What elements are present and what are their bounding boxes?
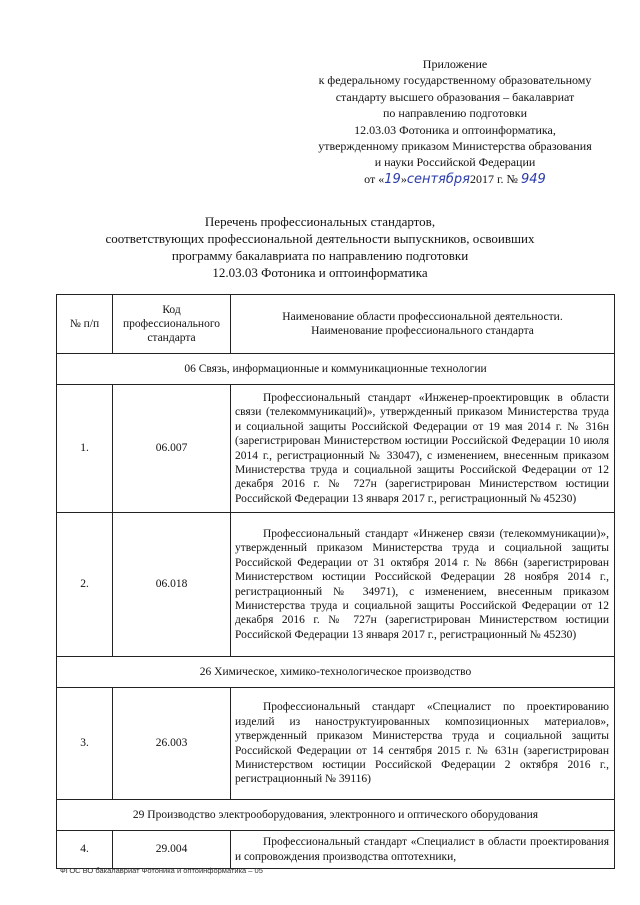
section-row	[57, 354, 615, 385]
section-title: 06 Связь, информационные и коммуникационные технологии	[57, 354, 615, 385]
row-code: 29.004	[113, 831, 231, 869]
table-row	[57, 385, 615, 513]
section-row	[57, 657, 615, 688]
order-date-line	[290, 171, 620, 188]
row-code: 06.018	[113, 513, 231, 657]
section-row	[57, 800, 615, 831]
row-code: 06.007	[113, 385, 231, 513]
header-name: Наименование области профессиональной деятельности. Наименование профессионального стандарта	[231, 295, 615, 354]
date-year: 2017 г. №	[469, 171, 518, 186]
title-line: Перечень профессиональных стандартов,	[204, 214, 436, 229]
row-text: Профессиональный стандарт «Специалист в области проектирования и сопровождения производства оптотехники,	[235, 836, 609, 863]
appendix-line: по направлению подготовки	[382, 106, 528, 121]
row-text: Профессиональный стандарт «Инженер связи (телекоммуникации)», утвержденный приказом Министерства труда и социальной защиты Российской Федерации от 31 октября 2014 г. № 866н (зарегистрирован Министерством юстиции Российской Федерации 28 ноября 2014 г., регистрационный № 34971), с изменением, внесенным приказом Министерства труда и социальной защиты Российской Федерации от 12 декабря 2016 г. № 727н (зарегистрирован Министерством юстиции Российской Федерации 13 января 2017 г., регистрационный № 45230)	[235, 527, 609, 641]
date-month-handwritten: сентября	[406, 171, 470, 187]
appendix-line: к федеральному государственному образовательному	[318, 73, 592, 88]
row-text: Профессиональный стандарт «Инженер-проектировщик в области связи (телекоммуникаций)», утвержденный приказом Министерства труда и социальной защиты Российской Федерации от 19 мая 2014 г. № 316н (зарегистрирован Министерством юстиции Российской Федерации 10 июля 2014 г., регистрационный № 33047), с изменением, внесенным приказом Министерства труда и социальной защиты Российской Федерации от 12 декабря 2016 г. № 727н (зарегистрирован Министерством юстиции Российской Федерации 13 января 2017 г., регистрационный № 45230)	[235, 391, 609, 505]
appendix-line: утвержденному приказом Министерства образования	[318, 139, 592, 154]
header-num: № п/п	[57, 295, 113, 354]
appendix-line: стандарту высшего образования – бакалавриат	[335, 89, 575, 104]
row-num: 2.	[57, 513, 113, 657]
order-number-handwritten: 949	[520, 171, 546, 187]
table-header-row	[57, 295, 615, 354]
page-footer: ФГОС ВО бакалавриат Фотоника и оптоинформатика – 05	[60, 866, 263, 875]
appendix-line: Приложение	[422, 57, 488, 71]
row-num: 4.	[57, 831, 113, 869]
document-title	[60, 213, 580, 281]
row-text-cell	[231, 831, 615, 869]
row-text-cell	[231, 688, 615, 800]
row-text-cell	[231, 513, 615, 657]
date-mid: »	[400, 171, 407, 186]
title-line: 12.03.03 Фотоника и оптоинформатика	[212, 265, 428, 280]
title-line: программу бакалавриата по направлению подготовки	[171, 248, 469, 263]
section-title: 29 Производство электрооборудования, электронного и оптического оборудования	[57, 800, 615, 831]
date-prefix: от «	[364, 171, 385, 186]
table-row	[57, 513, 615, 657]
row-text: Профессиональный стандарт «Специалист по проектированию изделий из наноструктуированных композиционных материалов», утвержденный приказом Министерства труда и социальной защиты Российской Федерации от 14 сентября 2015 г. № 631н (зарегистрирован Министерством юстиции Российской Федерации 2 октября 2016 г., регистрационный № 39116)	[235, 701, 609, 786]
table-row	[57, 688, 615, 800]
date-day-handwritten: 19	[384, 171, 401, 187]
row-num: 3.	[57, 688, 113, 800]
title-line: соответствующих профессиональной деятельности выпускников, освоивших	[105, 231, 535, 246]
standards-table	[56, 294, 615, 869]
row-num: 1.	[57, 385, 113, 513]
section-title: 26 Химическое, химико-технологическое производство	[57, 657, 615, 688]
row-code: 26.003	[113, 688, 231, 800]
appendix-line: и науки Российской Федерации	[374, 155, 536, 170]
header-code: Код профессионального стандарта	[113, 295, 231, 354]
appendix-line: 12.03.03 Фотоника и оптоинформатика,	[354, 122, 556, 137]
table-row	[57, 831, 615, 869]
appendix-header	[290, 56, 620, 188]
row-text-cell	[231, 385, 615, 513]
